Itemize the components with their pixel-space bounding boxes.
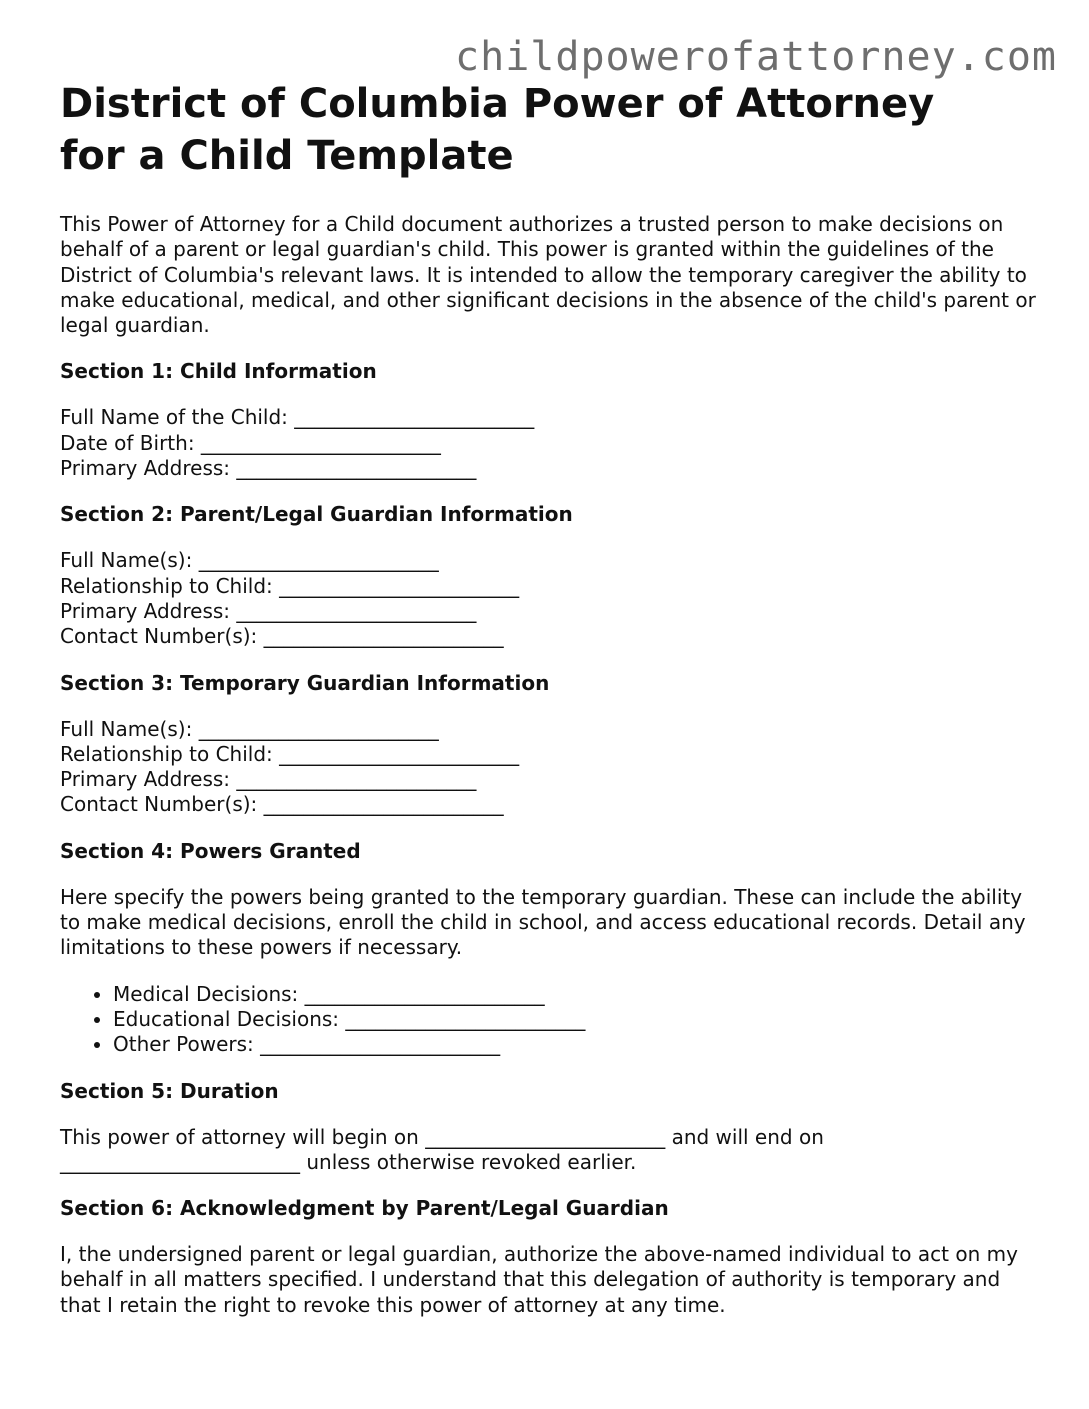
power-item-educational[interactable]	[113, 1007, 1040, 1032]
field-label: Full Name(s):	[60, 548, 193, 573]
field-label: Full Name of the Child:	[60, 405, 288, 430]
field-label: Educational Decisions:	[113, 1006, 340, 1031]
guardian-contact-numbers-field[interactable]	[60, 792, 1040, 817]
section-4-title: Section 4: Powers Granted	[60, 838, 361, 863]
duration-begin-text: This power of attorney will begin on	[60, 1124, 419, 1149]
section-2-title: Section 2: Parent/Legal Guardian Information	[60, 502, 573, 527]
field-blank[interactable]: ________________________	[279, 741, 520, 766]
field-blank[interactable]: ________________________	[200, 430, 441, 455]
section-4-paragraph: Here specify the powers being granted to the temporary guardian. These can include the ability to make medical decisions, enroll the child in school, and access educational records. Detail any limitations to these powers if necessary.	[60, 884, 1026, 960]
begin-date-blank[interactable]: ________________________	[425, 1124, 666, 1149]
title-line-2: for a Child Template	[60, 133, 514, 179]
section-5-paragraph	[60, 1125, 1040, 1176]
field-blank[interactable]: ________________________	[263, 792, 504, 817]
power-item-medical[interactable]	[113, 982, 1040, 1007]
duration-revoke-text: unless otherwise revoked earlier.	[306, 1149, 637, 1174]
field-label: Relationship to Child:	[60, 741, 273, 766]
section-3-title: Section 3: Temporary Guardian Information	[60, 670, 550, 695]
guardian-relationship-field[interactable]	[60, 742, 1040, 767]
field-label: Primary Address:	[60, 598, 231, 623]
section-3-fields	[60, 717, 1040, 818]
guardian-primary-address-field[interactable]	[60, 767, 1040, 792]
section-1-fields	[60, 405, 1040, 481]
field-label: Full Name(s):	[60, 716, 193, 741]
section-1-title: Section 1: Child Information	[60, 359, 377, 384]
field-label: Date of Birth:	[60, 430, 195, 455]
field-blank[interactable]: ________________________	[304, 981, 545, 1006]
guardian-full-names-field[interactable]	[60, 717, 1040, 742]
field-blank[interactable]: ________________________	[279, 573, 520, 598]
parent-relationship-field[interactable]	[60, 574, 1040, 599]
field-label: Other Powers:	[113, 1032, 254, 1057]
powers-list	[60, 982, 1040, 1058]
section-6-paragraph: I, the undersigned parent or legal guardian, authorize the above-named individual to act on my behalf in all matters specified. I understand that this delegation of authority is temporary and that I retain the right to revoke this power of attorney at any time.	[60, 1242, 1018, 1317]
field-blank[interactable]: ________________________	[236, 767, 477, 792]
field-label: Relationship to Child:	[60, 573, 273, 598]
child-date-of-birth-field[interactable]	[60, 431, 1040, 456]
duration-end-text: and will end on	[671, 1124, 824, 1149]
end-date-blank[interactable]: ________________________	[60, 1149, 300, 1174]
field-label: Contact Number(s):	[60, 624, 258, 649]
document-title	[60, 78, 1040, 182]
field-blank[interactable]: ________________________	[236, 456, 477, 481]
title-line-1: District of Columbia Power of Attorney	[60, 81, 935, 127]
field-blank[interactable]: ________________________	[263, 624, 504, 649]
field-blank[interactable]: ________________________	[345, 1006, 586, 1031]
document-page	[60, 78, 1040, 1339]
field-blank[interactable]: ________________________	[198, 548, 439, 573]
child-full-name-field[interactable]	[60, 405, 1040, 430]
field-blank[interactable]: ________________________	[294, 405, 535, 430]
field-label: Primary Address:	[60, 767, 231, 792]
parent-full-names-field[interactable]	[60, 548, 1040, 573]
field-label: Medical Decisions:	[113, 981, 299, 1006]
field-label: Primary Address:	[60, 456, 231, 481]
section-6-title: Section 6: Acknowledgment by Parent/Legal Guardian	[60, 1196, 669, 1221]
parent-contact-numbers-field[interactable]	[60, 624, 1040, 649]
section-5-title: Section 5: Duration	[60, 1078, 279, 1103]
parent-primary-address-field[interactable]	[60, 599, 1040, 624]
watermark: childpowerofattorney.com	[455, 34, 1057, 80]
field-blank[interactable]: ________________________	[236, 598, 477, 623]
child-primary-address-field[interactable]	[60, 456, 1040, 481]
field-blank[interactable]: ________________________	[260, 1032, 501, 1057]
field-blank[interactable]: ________________________	[198, 716, 439, 741]
section-2-fields	[60, 548, 1040, 649]
intro-paragraph: This Power of Attorney for a Child document authorizes a trusted person to make decisions on behalf of a parent or legal guardian's child. This power is granted within the guidelines of the District of Columbia's relevant laws. It is intended to allow the temporary caregiver the ability to make educational, medical, and other significant decisions in the absence of the child's parent or legal guardian.	[60, 212, 1036, 338]
power-item-other[interactable]	[113, 1032, 1040, 1057]
field-label: Contact Number(s):	[60, 792, 258, 817]
